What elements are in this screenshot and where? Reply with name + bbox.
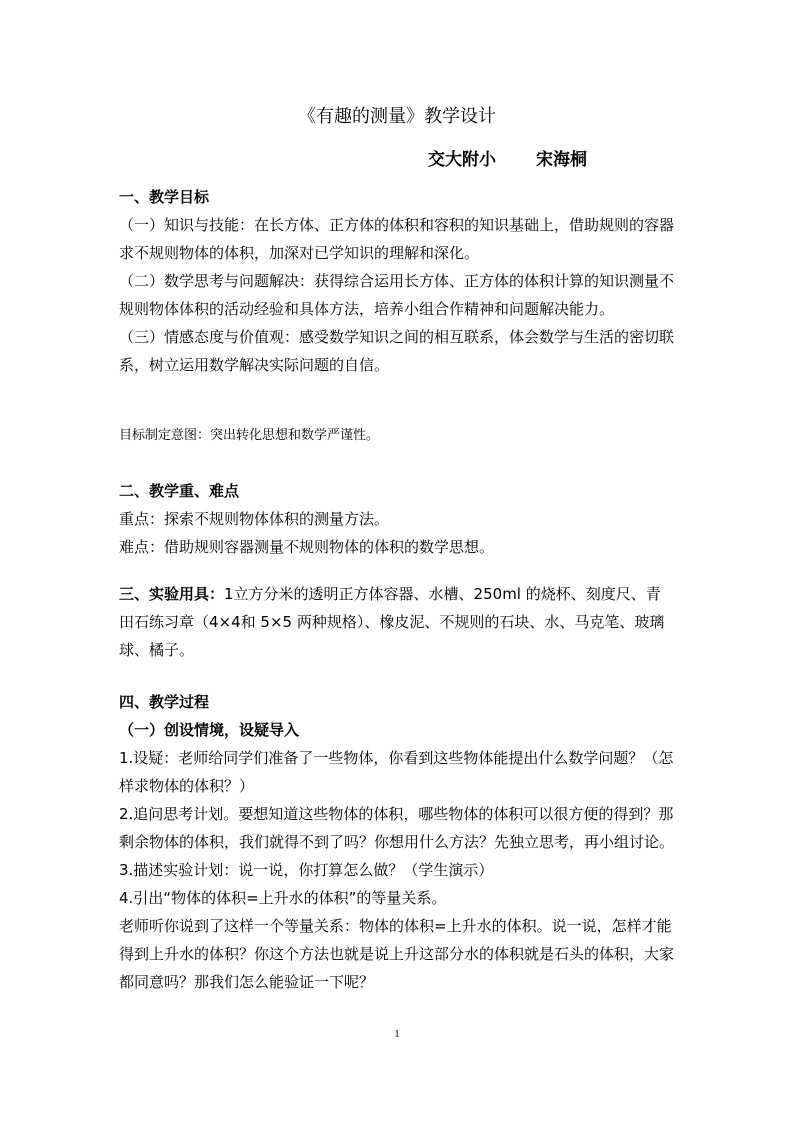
section-heading: 三、实验用具： (119, 585, 225, 603)
process-item: 1.设疑：老师给同学们准备了一些物体，你看到这些物体能提出什么数学问题？（怎样求物体的体积？） (119, 749, 674, 795)
document-title: 《有趣的测量》教学设计 (298, 106, 496, 127)
section-teaching-process (119, 688, 675, 996)
goal-item: （二）数学思考与问题解决：获得综合运用长方体、正方体的体积计算的知识测量不规则物体体积的活动经验和具体方法，培养小组合作精神和问题解决能力。 (119, 272, 675, 318)
section-key-difficult-points (119, 477, 675, 561)
process-item: 2.追问思考计划。要想知道这些物体的体积，哪些物体的体积可以很方便的得到？那剩余物体的体积，我们就得不到了吗？你想用什么方法？先独立思考，再小组讨论。 (119, 805, 675, 851)
key-point: 重点：探索不规则物体体积的测量方法。 (119, 510, 390, 528)
section-heading: 一、教学目标 (119, 188, 210, 206)
goal-item: （三）情感态度与价值观：感受数学知识之间的相互联系，体会数学与生活的密切联系，树立运用数学解决实际问题的自信。 (119, 328, 675, 374)
school-name: 交大附小 (428, 150, 496, 170)
difficult-point: 难点：借助规则容器测量不规则物体的体积的数学思想。 (119, 538, 495, 556)
subsection-heading: （一）创设情境，设疑导入 (119, 721, 300, 739)
author-line (428, 146, 587, 174)
tools-list: 1立方分米的透明正方体容器、水槽、250ml 的烧杯、刻度尺、青田石练习章（4×4和 5×5 两种规格）、橡皮泥、不规则的石块、水、马克笔、玻璃球、橘子。 (119, 585, 665, 659)
section-teaching-goals (119, 183, 675, 379)
section-heading: 二、教学重、难点 (119, 482, 240, 500)
process-item: 老师听你说到了这样一个等量关系：物体的体积=上升水的体积。说一说，怎样才能得到上升水的体积？你这个方法也就是说上升这部分水的体积就是石头的体积，大家都同意吗？那我们怎么能验证一下呢？ (119, 917, 675, 991)
section-experiment-tools (119, 580, 675, 664)
author-name: 宋海桐 (536, 150, 587, 170)
process-item: 4.引出“物体的体积=上升水的体积”的等量关系。 (119, 889, 447, 907)
goal-item: （一）知识与技能：在长方体、正方体的体积和容积的知识基础上，借助规则的容器求不规则物体的体积，加深对已学知识的理解和深化。 (119, 216, 675, 262)
process-item: 3.描述实验计划：说一说，你打算怎么做？（学生演示） (119, 861, 494, 879)
section-heading: 四、教学过程 (119, 693, 210, 711)
page-number: 1 (394, 1028, 400, 1040)
goal-intent-note: 目标制定意图：突出转化思想和数学严谨性。 (119, 428, 380, 443)
